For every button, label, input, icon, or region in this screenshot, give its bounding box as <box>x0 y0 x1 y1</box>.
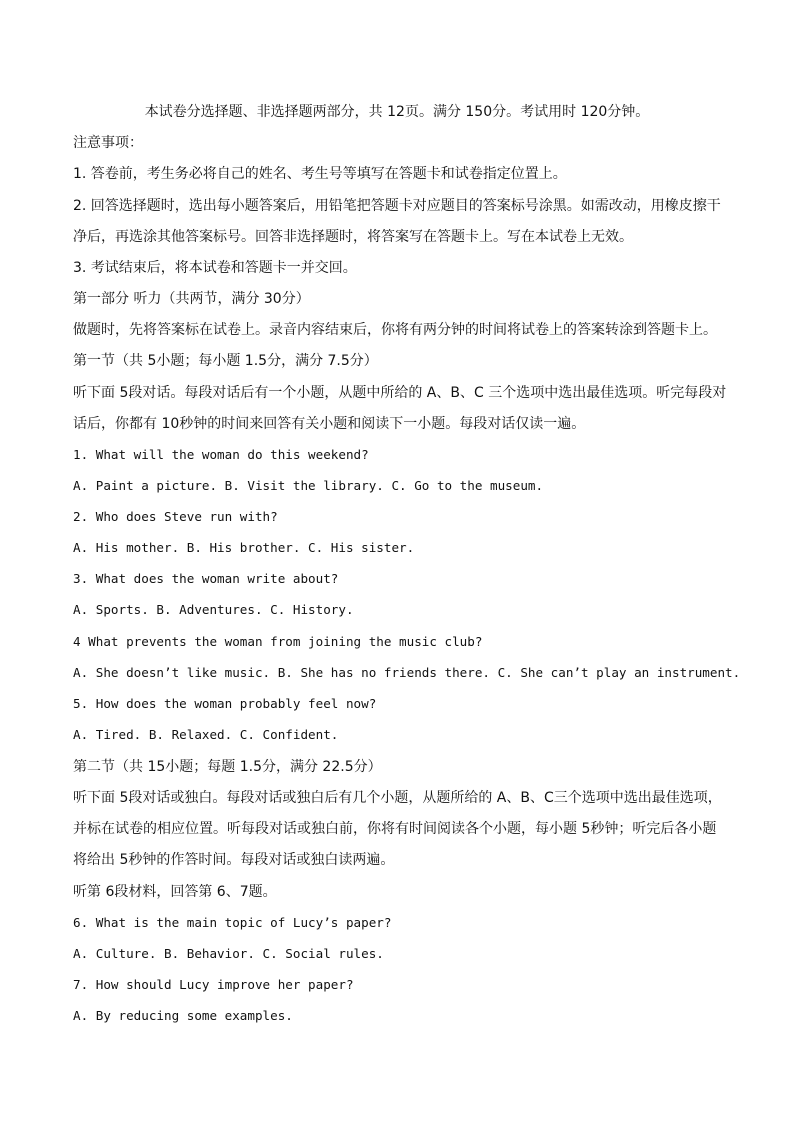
question-7: 7. How should Lucy improve her paper? <box>73 977 354 992</box>
section1-instruction-line-2: 话后，你都有 10秒钟的时间来回答有关小题和阅读下一小题。每段对话仅读一遍。 <box>73 416 586 432</box>
section1-title: 第一节（共 5小题；每小题 1.5分，满分 7.5分） <box>73 353 378 369</box>
notice-item-2-line-2: 净后，再选涂其他答案标号。回答非选择题时，将答案写在答题卡上。写在本试卷上无效。 <box>73 229 633 245</box>
question-6-options: A. Culture. B. Behavior. C. Social rules. <box>73 946 384 961</box>
part1-title: 第一部分 听力（共两节，满分 30分） <box>73 291 310 307</box>
section2-instruction-line-2: 并标在试卷的相应位置。听每段对话或独白前，你将有时间阅读各个小题，每小题 5秒钟；听完后各小题 <box>73 821 717 837</box>
section2-title: 第二节（共 15小题；每题 1.5分，满分 22.5分） <box>73 759 382 775</box>
question-1-options: A. Paint a picture. B. Visit the library. C. Go to the museum. <box>73 478 544 493</box>
question-1: 1. What will the woman do this weekend? <box>73 447 369 462</box>
material-note: 听第 6段材料，回答第 6、7题。 <box>73 884 277 900</box>
question-5: 5. How does the woman probably feel now? <box>73 696 377 711</box>
exam-summary: 本试卷分选择题、非选择题两部分，共 12页。满分 150分。考试用时 120分钟。 <box>144 104 650 120</box>
question-7-option-a: A. By reducing some examples. <box>73 1008 293 1023</box>
part1-instruction: 做题时，先将答案标在试卷上。录音内容结束后，你将有两分钟的时间将试卷上的答案转涂到答题卡上。 <box>73 322 717 338</box>
question-3: 3. What does the woman write about? <box>73 571 339 586</box>
section1-instruction-line-1: 听下面 5段对话。每段对话后有一个小题，从题中所给的 A、B、C 三个选项中选出最佳选项。听完每段对 <box>73 385 727 401</box>
notice-title: 注意事项： <box>73 135 143 151</box>
notice-item-3: 3. 考试结束后，将本试卷和答题卡一并交回。 <box>73 260 357 276</box>
notice-item-1: 1. 答卷前，考生务必将自己的姓名、考生号等填写在答题卡和试卷指定位置上。 <box>73 166 567 182</box>
question-4: 4 What prevents the woman from joining the music club? <box>73 634 483 649</box>
question-4-options: A. She doesn’t like music. B. She has no friends there. C. She can’t play an instrument. <box>73 665 741 680</box>
notice-item-2-line-1: 2. 回答选择题时，选出每小题答案后，用铅笔把答题卡对应题目的答案标号涂黑。如需改动，用橡皮擦干 <box>73 198 721 214</box>
question-2-options: A. His mother. B. His brother. C. His sister. <box>73 540 415 555</box>
section2-instruction-line-3: 将给出 5秒钟的作答时间。每段对话或独白读两遍。 <box>73 852 395 868</box>
section2-instruction-line-1: 听下面 5段对话或独白。每段对话或独白后有几个小题，从题所给的 A、B、C三个选项中选出最佳选项， <box>73 790 722 806</box>
question-3-options: A. Sports. B. Adventures. C. History. <box>73 602 354 617</box>
question-2: 2. Who does Steve run with? <box>73 509 278 524</box>
question-5-options: A. Tired. B. Relaxed. C. Confident. <box>73 727 339 742</box>
question-6: 6. What is the main topic of Lucy’s paper? <box>73 915 392 930</box>
